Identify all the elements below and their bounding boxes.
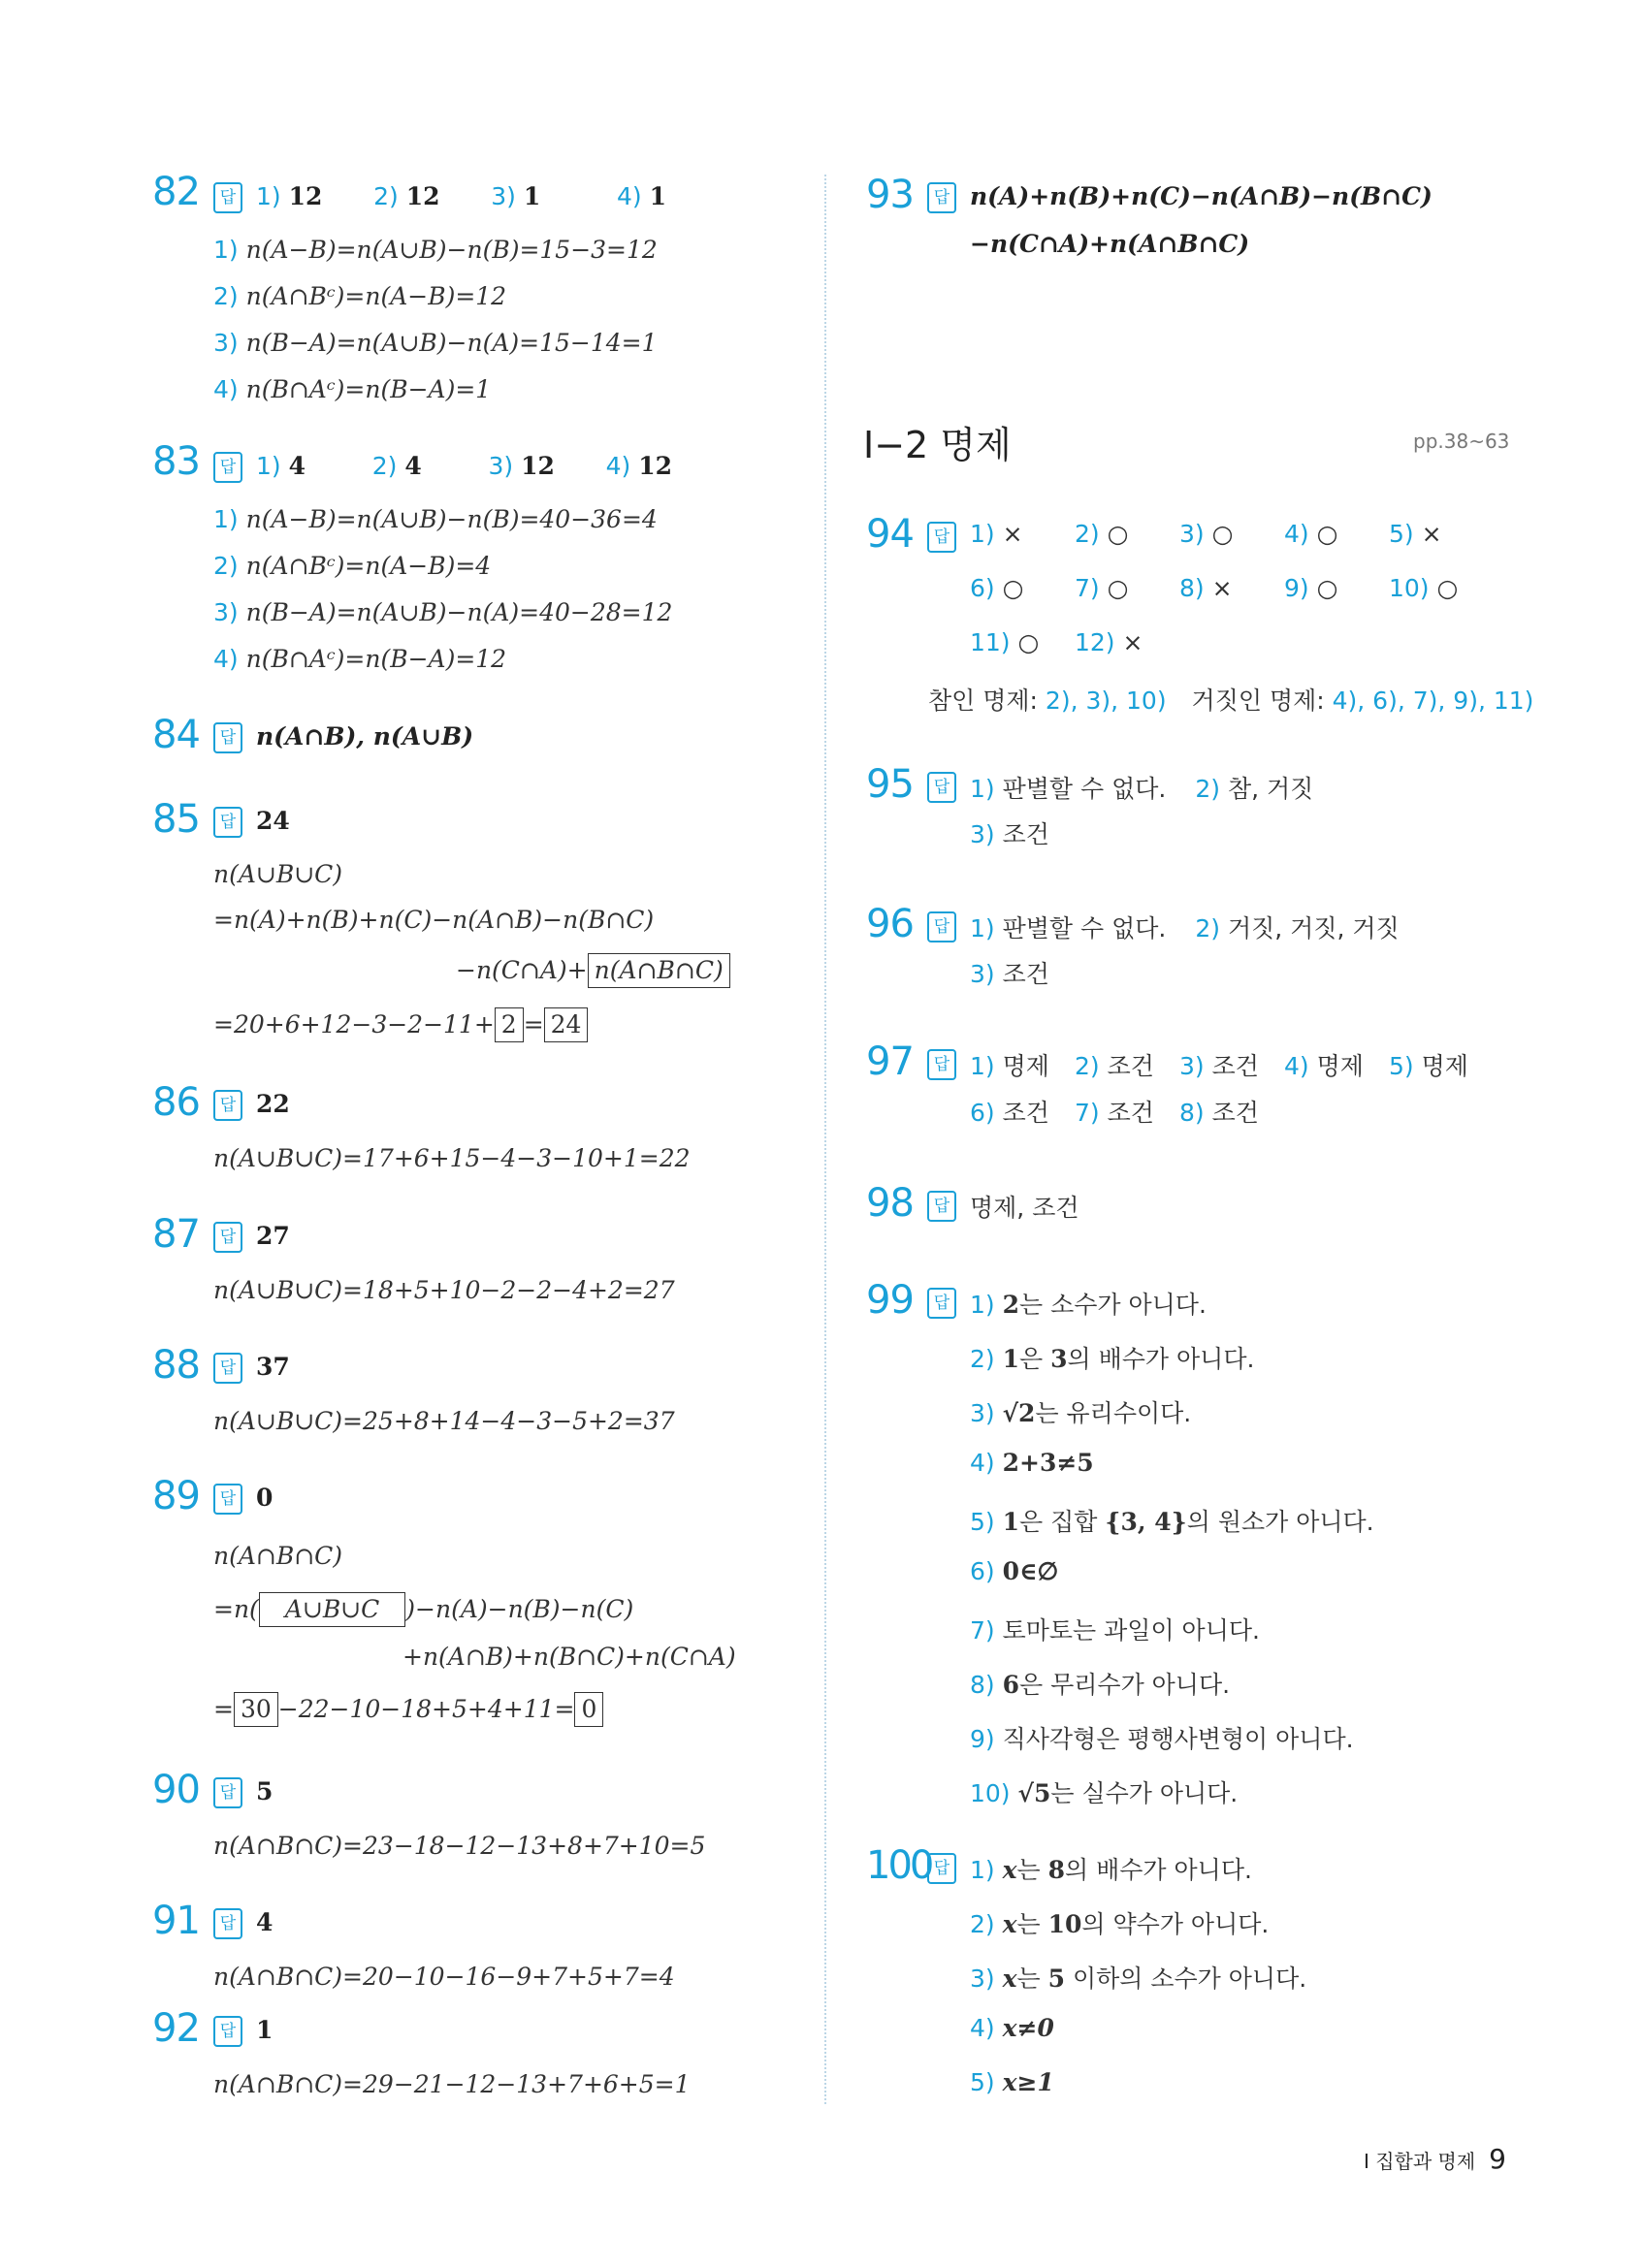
answer-line: 명제, 조건 [970,1194,1079,1222]
answer-value: 27 [256,1222,290,1250]
answer-item: 7) 조건 [1075,1099,1154,1127]
answer-item: 6) ○ [970,574,1024,602]
solution-line: 3) n(B−A)=n(A∪B)−n(A)=15−14=1 [213,329,658,357]
answer-badge: 답 [927,522,956,553]
solution-line: 4) n(B∩Aᶜ)=n(B−A)=12 [213,645,507,673]
answer-line: −n(C∩A)+n(A∩B∩C) [970,230,1250,258]
problem-number: 91 [152,1899,200,1943]
answer-box: A∪B∪C [259,1592,405,1627]
answer-item: 10) √5는 실수가 아니다. [970,1779,1239,1807]
answer-item: 9) 직사각형은 평행사변형이 아니다. [970,1725,1354,1753]
answer-value: n(A∩B), n(A∪B) [256,722,474,751]
problem-number: 88 [152,1343,200,1388]
answer-badge: 답 [213,1353,242,1384]
solution-line: 3) n(B−A)=n(A∪B)−n(A)=40−28=12 [213,598,673,626]
problem-number: 100 [866,1843,932,1888]
page-range: pp.38~63 [1413,430,1510,453]
answer-value: 37 [256,1353,290,1381]
answer-item: 7) 토마토는 과일이 아니다. [970,1616,1260,1645]
answer-badge: 답 [927,1288,956,1319]
answer-item: 3) x는 5 이하의 소수가 아니다. [970,1965,1307,1993]
answer-item: 3) ○ [1179,520,1234,548]
solution-line: =20+6+12−3−2−11+ 2 = 24 [213,1007,588,1042]
answer-item: 6) 0∈∅ [970,1557,1059,1585]
answer-item: 8) 6은 무리수가 아니다. [970,1671,1231,1699]
answer-box: n(A∩B∩C) [588,953,730,988]
answer-item: 4) ○ [1284,520,1338,548]
answer-item: 2) x는 10의 약수가 아니다. [970,1910,1270,1938]
problem-number: 96 [866,902,914,946]
solution-line: n(A∩B∩C)=29−21−12−13+7+6+5=1 [213,2070,691,2098]
answer-item: 1) 명제 [970,1052,1049,1080]
answer-badge: 답 [927,772,956,803]
answer-item: 2) 1은 3의 배수가 아니다. [970,1345,1255,1373]
answer-item: 12) × [1075,628,1143,656]
solution-line: = 30 −22−10−18+5+4+11= 0 [213,1692,603,1727]
summary-line: 참인 명제: 2), 3), 10) 거짓인 명제: 4), 6), 7), 9), 11) [928,687,1534,715]
answer-value: 22 [256,1090,290,1118]
answer-line: 1) 판별할 수 없다. 2) 거짓, 거짓, 거짓 [970,914,1400,942]
page-number: 9 [1489,2143,1506,2175]
answer-box: 2 [495,1007,524,1042]
answer-item: 5) x≥1 [970,2068,1054,2096]
answer-line: 1) 12 2) 12 3) 1 4) 1 [256,182,666,210]
answer-item: 1) × [970,520,1023,548]
answer-badge: 답 [213,182,242,213]
answer-badge: 답 [213,1777,242,1808]
answer-item: 1) x는 8의 배수가 아니다. [970,1856,1252,1884]
answer-value: 0 [256,1484,274,1512]
answer-item: 9) ○ [1284,574,1338,602]
solution-line: n(A∩B∩C) [213,1542,343,1570]
answer-badge: 답 [213,1484,242,1515]
problem-number: 93 [866,173,914,217]
solution-line: 1) n(A−B)=n(A∪B)−n(B)=15−3=12 [213,236,658,264]
answer-item: 6) 조건 [970,1099,1049,1127]
solution-line: 2) n(A∩Bᶜ)=n(A−B)=4 [213,552,492,580]
answer-line: 3) 조건 [970,960,1049,988]
answer-item: 5) 1은 집합 {3, 4}의 원소가 아니다. [970,1508,1374,1536]
problem-number: 90 [152,1768,200,1812]
problem-number: 99 [866,1278,914,1323]
answer-box: 30 [234,1692,278,1727]
solution-line: 4) n(B∩Aᶜ)=n(B−A)=1 [213,375,492,403]
solution-line: n(A∪B∪C)=25+8+14−4−3−5+2=37 [213,1407,675,1435]
answer-item: 4) 명제 [1284,1052,1364,1080]
solution-line: n(A∪B∪C)=17+6+15−4−3−10+1=22 [213,1144,691,1172]
problem-number: 98 [866,1181,914,1226]
answer-badge: 답 [927,1191,956,1222]
answer-item: 5) × [1389,520,1442,548]
problem-number: 86 [152,1080,200,1125]
answer-badge: 답 [213,1090,242,1121]
answer-value: 4 [256,1908,274,1936]
problem-number: 89 [152,1474,200,1518]
problem-number: 97 [866,1039,914,1084]
answer-item: 3) √2는 유리수이다. [970,1399,1192,1427]
answer-item: 2) 조건 [1075,1052,1154,1080]
answer-badge: 답 [927,911,956,942]
problem-number: 82 [152,170,200,214]
solution-line: n(A∩B∩C)=20−10−16−9+7+5+7=4 [213,1963,675,1991]
answer-item: 11) ○ [970,628,1040,656]
problem-number: 87 [152,1212,200,1257]
answer-item: 8) × [1179,574,1233,602]
answer-value: 24 [256,807,290,835]
answer-badge: 답 [213,452,242,483]
answer-item: 2) ○ [1075,520,1129,548]
answer-item: 10) ○ [1389,574,1459,602]
solution-line: −n(C∩A)+ n(A∩B∩C) [456,953,730,988]
solution-line: n(A∪B∪C) [213,860,343,888]
solution-line: =n( A∪B∪C )−n(A)−n(B)−n(C) [213,1592,633,1627]
problem-number: 94 [866,512,914,557]
problem-number: 83 [152,439,200,484]
answer-badge: 답 [927,1049,956,1080]
answer-value: 5 [256,1777,274,1805]
answer-item: 8) 조건 [1179,1099,1259,1127]
solution-line: =n(A)+n(B)+n(C)−n(A∩B)−n(B∩C) [213,906,655,934]
answer-item: 7) ○ [1075,574,1129,602]
footer-chapter: Ⅰ 집합과 명제 [1363,2150,1476,2173]
answer-item: 1) 2는 소수가 아니다. [970,1291,1207,1319]
answer-item: 3) 조건 [1179,1052,1259,1080]
answer-badge: 답 [213,2016,242,2047]
answer-line: 3) 조건 [970,820,1049,848]
answer-item: 4) 2+3≠5 [970,1449,1094,1477]
answer-badge: 답 [213,807,242,838]
problem-number: 85 [152,797,200,842]
answer-badge: 답 [927,182,956,213]
problem-number: 95 [866,762,914,807]
answer-item: 5) 명제 [1389,1052,1468,1080]
answer-badge: 답 [213,1908,242,1939]
answer-value: 1 [256,2016,274,2044]
solution-line: +n(A∩B)+n(B∩C)+n(C∩A) [402,1643,736,1671]
answer-badge: 답 [213,722,242,753]
page-footer [1364,2143,1506,2175]
column-divider [824,175,826,2104]
solution-line: 2) n(A∩Bᶜ)=n(A−B)=12 [213,282,507,310]
solution-line: n(A∩B∩C)=23−18−12−13+8+7+10=5 [213,1832,706,1860]
section-title: Ⅰ−2 명제 [863,424,1012,466]
solution-line: n(A∪B∪C)=18+5+10−2−2−4+2=27 [213,1276,675,1304]
answer-badge: 답 [927,1853,956,1884]
answer-line: n(A)+n(B)+n(C)−n(A∩B)−n(B∩C) [970,182,1433,210]
solution-line: 1) n(A−B)=n(A∪B)−n(B)=40−36=4 [213,505,658,533]
problem-number: 92 [152,2006,200,2051]
answer-item: 4) x≠0 [970,2014,1054,2042]
answer-line: 1) 4 2) 4 3) 12 4) 12 [256,452,672,480]
answer-box: 0 [574,1692,603,1727]
answer-box: 24 [544,1007,589,1042]
answer-badge: 답 [213,1222,242,1253]
answer-line: 1) 판별할 수 없다. 2) 참, 거짓 [970,775,1314,803]
problem-number: 84 [152,713,200,757]
